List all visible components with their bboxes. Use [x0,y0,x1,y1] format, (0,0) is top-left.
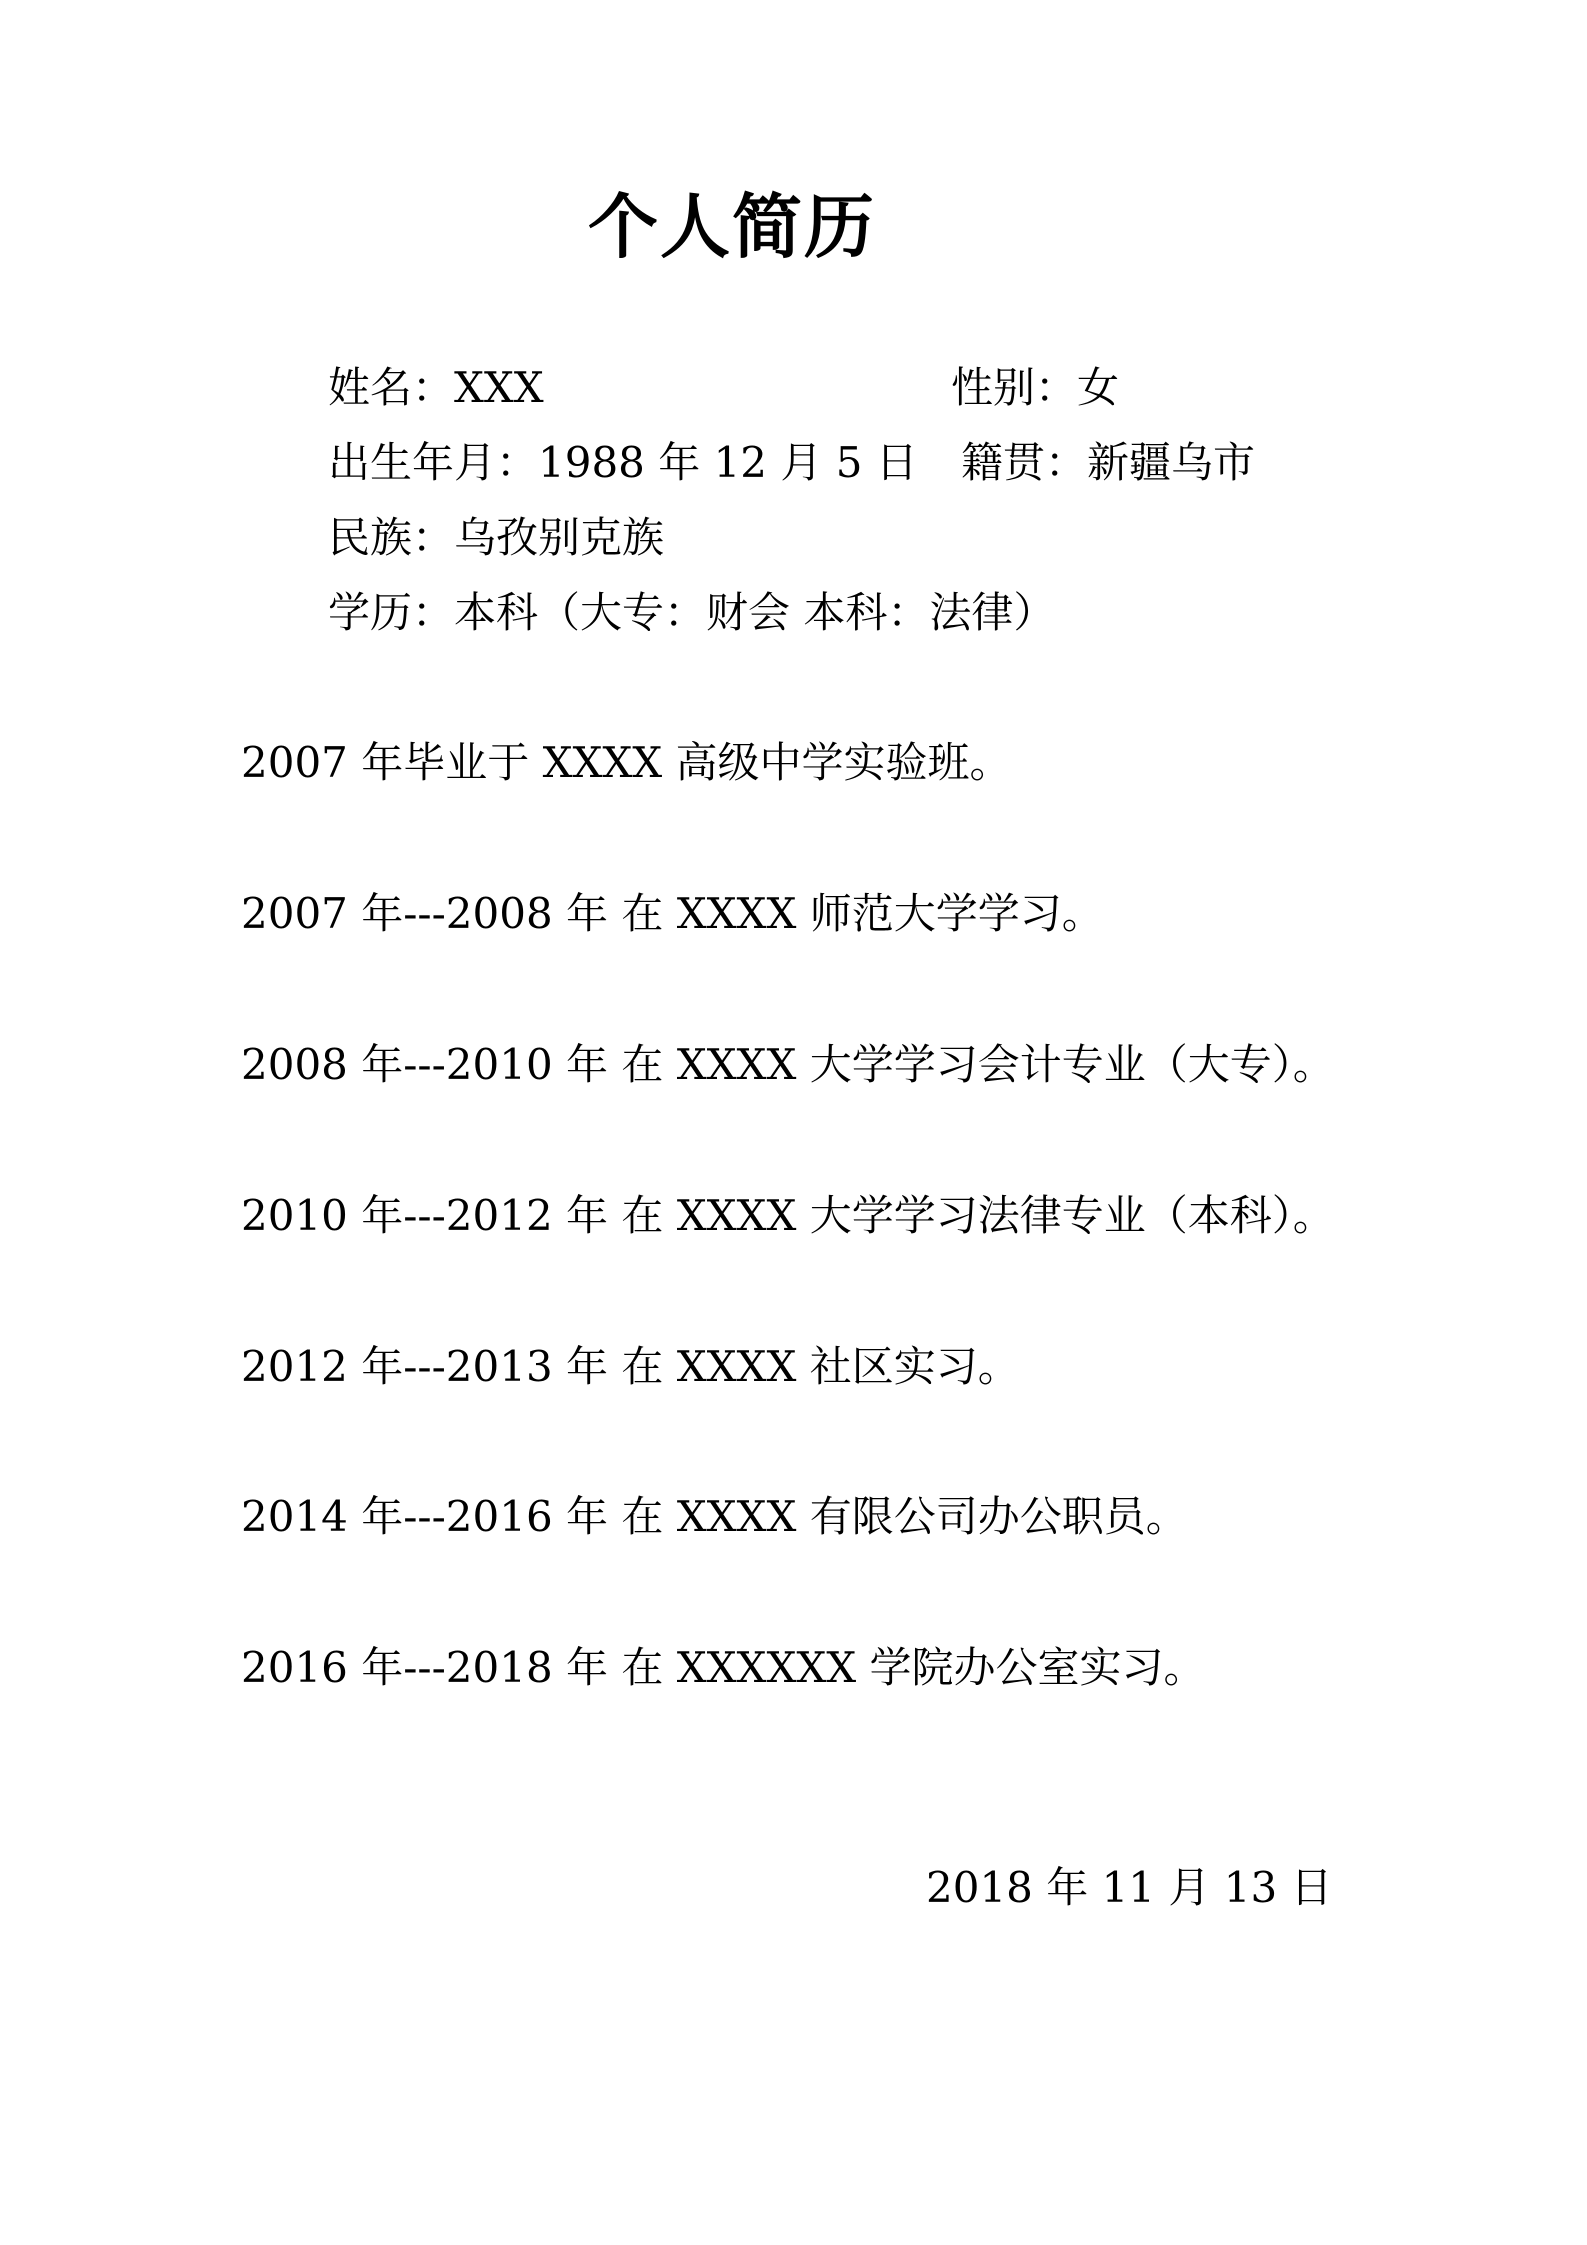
history-item: 2007 年---2008 年 在 XXXX 师范大学学习。 [241,889,1104,938]
name-field: 姓名：XXX [328,363,544,412]
gender-field: 性别：女 [951,363,1120,412]
history-item: 2007 年毕业于 XXXX 高级中学实验班。 [241,738,1012,787]
education-field: 学历：本科（大专：财会 本科：法律） [328,588,1056,637]
birth-field: 出生年月：1988 年 12 月 5 日 [328,438,918,487]
ethnicity-field: 民族：乌孜别克族 [328,513,665,562]
history-item: 2010 年---2012 年 在 XXXX 大学学习法律专业（本科）。 [241,1191,1335,1240]
native-place-field: 籍贯：新疆乌市 [961,438,1256,487]
history-item: 2008 年---2010 年 在 XXXX 大学学习会计专业（大专）。 [241,1040,1335,1089]
document-date: 2018 年 11 月 13 日 [926,1863,1333,1912]
history-item: 2016 年---2018 年 在 XXXXXX 学院办公室实习。 [241,1643,1206,1692]
history-item: 2014 年---2016 年 在 XXXX 有限公司办公职员。 [241,1492,1188,1541]
history-item: 2012 年---2013 年 在 XXXX 社区实习。 [241,1342,1020,1391]
page-title: 个人简历 [588,185,876,268]
